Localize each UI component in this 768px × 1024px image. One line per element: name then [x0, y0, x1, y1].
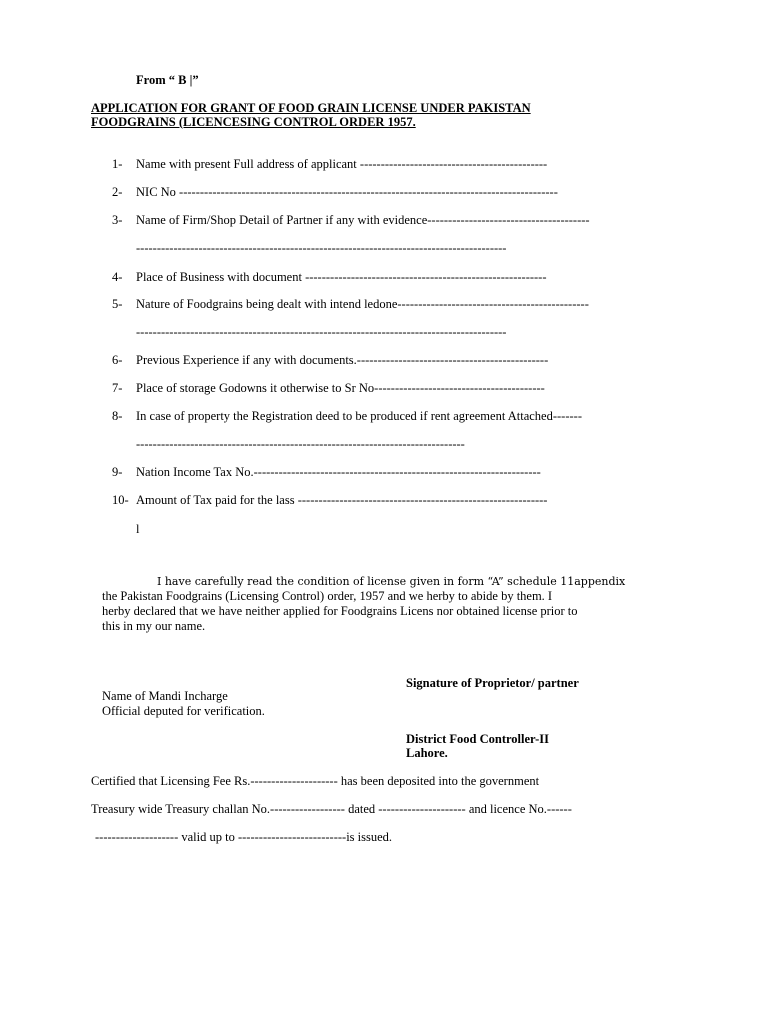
signature-label: Signature of Proprietor/ partner: [406, 676, 579, 690]
form-heading-line-1: APPLICATION FOR GRANT OF FOOD GRAIN LICENSE UNDER PAKISTAN: [91, 101, 531, 115]
form-item: 3- Name of Firm/Shop Detail of Partner if any with evidence---------------------------------------: [112, 213, 590, 227]
declaration-paragraph: [102, 574, 682, 634]
form-item: 2- NIC No -------------------------------------------------------------------------------------------: [112, 185, 558, 199]
declaration-line: this in my our name.: [102, 619, 206, 633]
form-item: 8- In case of property the Registration deed to be produced if rent agreement Attached-------: [112, 409, 582, 423]
controller-location: Lahore.: [406, 746, 448, 760]
mandi-incharge-label: Name of Mandi Incharge: [102, 689, 228, 703]
form-item: 9- Nation Income Tax No.---------------------------------------------------------------------: [112, 465, 541, 479]
declaration-line: the Pakistan Foodgrains (Licensing Control) order, 1957 and we herby to abide by them. I: [102, 589, 553, 603]
certificate-line: Treasury wide Treasury challan No.------------------ dated --------------------- and licence No.------: [91, 802, 572, 816]
verification-official-label: Official deputed for verification.: [102, 704, 265, 718]
form-item: 5- Nature of Foodgrains being dealt with intend ledone----------------------------------------------: [112, 297, 589, 311]
form-item: 10- Amount of Tax paid for the lass ------------------------------------------------------------: [112, 493, 548, 507]
certificate-line: -------------------- valid up to --------------------------is issued.: [95, 830, 393, 844]
form-item: 7- Place of storage Godowns it otherwise to Sr No-----------------------------------------: [112, 381, 545, 395]
controller-title: District Food Controller-II: [406, 732, 550, 746]
form-item-continuation: -----------------------------------------------------------------------------------------: [136, 241, 507, 255]
form-label: From “ B |”: [136, 73, 199, 87]
stray-mark: l: [136, 522, 140, 536]
form-item-continuation: -------------------------------------------------------------------------------: [136, 437, 465, 451]
form-item: 1- Name with present Full address of applicant ---------------------------------------------: [112, 157, 548, 171]
form-item-continuation: -----------------------------------------------------------------------------------------: [136, 325, 507, 339]
declaration-line: herby declared that we have neither applied for Foodgrains Licens nor obtained license prior to: [102, 604, 578, 618]
form-heading-line-2: FOODGRAINS (LICENCESING CONTROL ORDER 1957.: [91, 115, 416, 129]
declaration-line: I have carefully read the condition of license given in form “A” schedule 11appendix: [157, 575, 626, 588]
form-item: 6- Previous Experience if any with documents.----------------------------------------------: [112, 353, 549, 367]
form-item: 4- Place of Business with document ----------------------------------------------------------: [112, 270, 547, 284]
certificate-line: Certified that Licensing Fee Rs.--------------------- has been deposited into the government: [91, 774, 540, 788]
